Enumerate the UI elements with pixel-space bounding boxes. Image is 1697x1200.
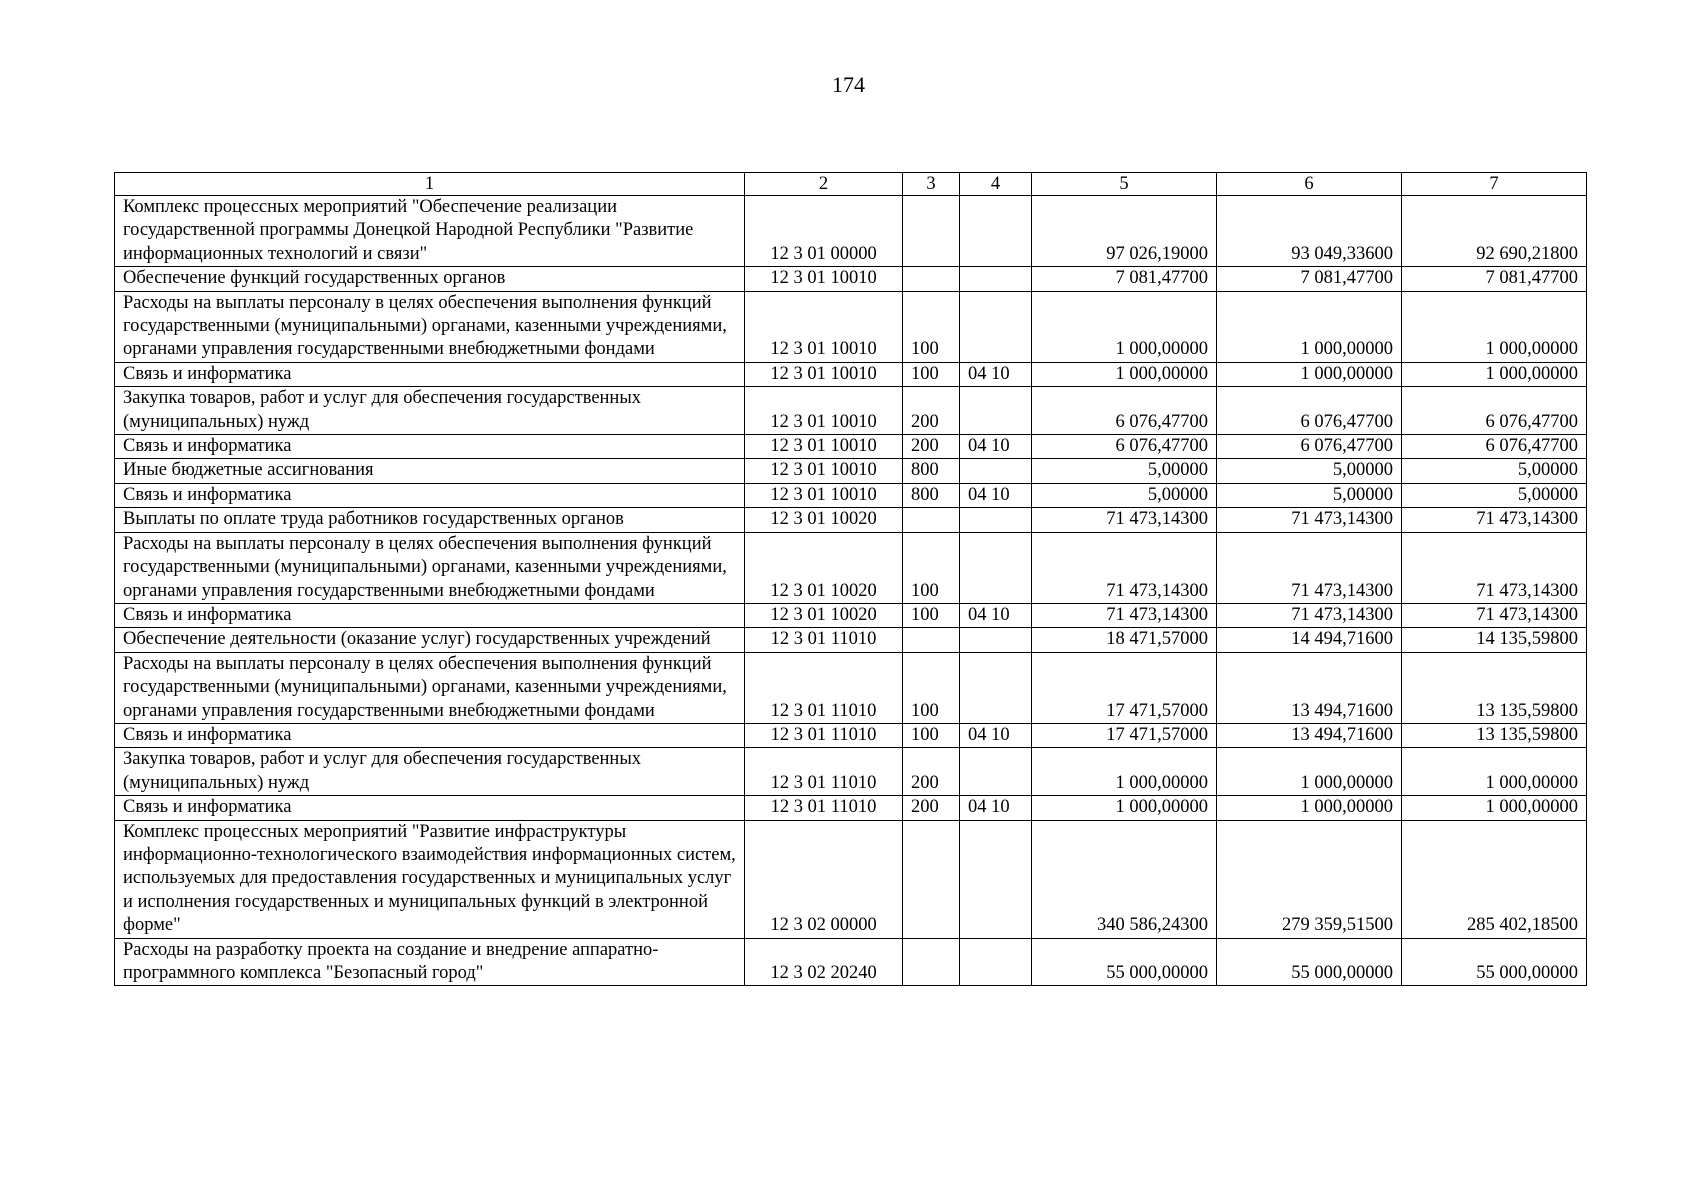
cell-amount-7: 1 000,00000: [1402, 796, 1587, 820]
cell-amount-7: 1 000,00000: [1402, 748, 1587, 796]
cell-amount-5: 18 471,57000: [1032, 628, 1217, 652]
cell-target-code: 12 3 01 11010: [745, 748, 903, 796]
cell-amount-7: 6 076,47700: [1402, 435, 1587, 459]
cell-amount-5: 71 473,14300: [1032, 508, 1217, 532]
column-header-target-code: 2: [745, 173, 903, 196]
cell-amount-7: 71 473,14300: [1402, 532, 1587, 603]
table-row: [115, 362, 1587, 386]
cell-target-code: 12 3 02 20240: [745, 938, 903, 986]
cell-target-code: 12 3 01 10020: [745, 603, 903, 627]
cell-target-code: 12 3 01 11010: [745, 652, 903, 723]
cell-section-code: 04 10: [960, 796, 1032, 820]
cell-amount-7: 71 473,14300: [1402, 508, 1587, 532]
cell-expense-type: 100: [903, 362, 960, 386]
table-row: [115, 508, 1587, 532]
cell-target-code: 12 3 01 10020: [745, 508, 903, 532]
cell-amount-7: 5,00000: [1402, 483, 1587, 507]
cell-amount-6: 5,00000: [1217, 483, 1402, 507]
cell-amount-6: 14 494,71600: [1217, 628, 1402, 652]
cell-section-code: [960, 628, 1032, 652]
cell-section-code: [960, 291, 1032, 362]
column-header-expense-type: 3: [903, 173, 960, 196]
table-row: [115, 267, 1587, 291]
cell-amount-6: 71 473,14300: [1217, 508, 1402, 532]
page-number: 174: [832, 72, 865, 97]
cell-target-code: 12 3 01 10010: [745, 459, 903, 483]
cell-amount-5: 17 471,57000: [1032, 723, 1217, 747]
cell-amount-6: 6 076,47700: [1217, 387, 1402, 435]
cell-amount-6: 1 000,00000: [1217, 362, 1402, 386]
column-header-amount-5: 5: [1032, 173, 1217, 196]
cell-amount-5: 55 000,00000: [1032, 938, 1217, 986]
table-body: [115, 196, 1587, 986]
cell-description: Выплаты по оплате труда работников государственных органов: [115, 508, 745, 532]
cell-amount-6: 93 049,33600: [1217, 196, 1402, 267]
cell-amount-6: 1 000,00000: [1217, 796, 1402, 820]
cell-expense-type: 200: [903, 435, 960, 459]
cell-amount-5: 7 081,47700: [1032, 267, 1217, 291]
cell-amount-6: 13 494,71600: [1217, 723, 1402, 747]
cell-expense-type: [903, 196, 960, 267]
cell-section-code: 04 10: [960, 435, 1032, 459]
cell-description: Обеспечение деятельности (оказание услуг) государственных учреждений: [115, 628, 745, 652]
cell-description: Расходы на выплаты персоналу в целях обеспечения выполнения функций государственными (муниципальными) органами, казенными учреждениями, органами управления государственными внебюджетными фондами: [115, 291, 745, 362]
cell-amount-6: 1 000,00000: [1217, 291, 1402, 362]
cell-amount-7: 13 135,59800: [1402, 652, 1587, 723]
column-header-amount-7: 7: [1402, 173, 1587, 196]
cell-amount-6: 5,00000: [1217, 459, 1402, 483]
cell-amount-5: 1 000,00000: [1032, 796, 1217, 820]
cell-section-code: [960, 532, 1032, 603]
cell-description: Связь и информатика: [115, 483, 745, 507]
table-row: [115, 820, 1587, 938]
cell-amount-5: 1 000,00000: [1032, 748, 1217, 796]
cell-description: Связь и информатика: [115, 435, 745, 459]
cell-amount-7: 5,00000: [1402, 459, 1587, 483]
cell-target-code: 12 3 01 10010: [745, 435, 903, 459]
cell-description: Иные бюджетные ассигнования: [115, 459, 745, 483]
cell-description: Связь и информатика: [115, 603, 745, 627]
cell-amount-6: 7 081,47700: [1217, 267, 1402, 291]
cell-section-code: [960, 508, 1032, 532]
cell-amount-5: 5,00000: [1032, 459, 1217, 483]
cell-expense-type: [903, 508, 960, 532]
cell-target-code: 12 3 01 11010: [745, 796, 903, 820]
cell-description: Связь и информатика: [115, 362, 745, 386]
table-row: [115, 603, 1587, 627]
cell-amount-5: 71 473,14300: [1032, 603, 1217, 627]
cell-amount-6: 279 359,51500: [1217, 820, 1402, 938]
cell-amount-7: 71 473,14300: [1402, 603, 1587, 627]
cell-amount-7: 13 135,59800: [1402, 723, 1587, 747]
table-row: [115, 723, 1587, 747]
cell-section-code: [960, 459, 1032, 483]
cell-expense-type: 100: [903, 532, 960, 603]
cell-description: Связь и информатика: [115, 723, 745, 747]
cell-expense-type: 200: [903, 796, 960, 820]
cell-amount-7: 1 000,00000: [1402, 291, 1587, 362]
cell-amount-5: 1 000,00000: [1032, 362, 1217, 386]
cell-expense-type: 200: [903, 387, 960, 435]
cell-expense-type: 100: [903, 291, 960, 362]
table-row: [115, 652, 1587, 723]
cell-section-code: 04 10: [960, 362, 1032, 386]
cell-amount-5: 6 076,47700: [1032, 387, 1217, 435]
budget-table: [114, 172, 1587, 986]
cell-target-code: 12 3 01 11010: [745, 723, 903, 747]
cell-expense-type: [903, 267, 960, 291]
cell-amount-7: 14 135,59800: [1402, 628, 1587, 652]
cell-description: Расходы на разработку проекта на создание и внедрение аппаратно-программного комплекса "Безопасный город": [115, 938, 745, 986]
cell-description: Комплекс процессных мероприятий "Развитие инфраструктуры информационно-технологического взаимодействия информационных систем, используемых для предоставления государственных и муниципальных услуг и исполнения государственных и муниципальных функций в электронной форме": [115, 820, 745, 938]
cell-target-code: 12 3 01 10010: [745, 362, 903, 386]
cell-description: Расходы на выплаты персоналу в целях обеспечения выполнения функций государственными (муниципальными) органами, казенными учреждениями, органами управления государственными внебюджетными фондами: [115, 652, 745, 723]
cell-target-code: 12 3 01 10010: [745, 267, 903, 291]
cell-target-code: 12 3 01 11010: [745, 628, 903, 652]
cell-expense-type: [903, 820, 960, 938]
cell-amount-6: 13 494,71600: [1217, 652, 1402, 723]
cell-description: Закупка товаров, работ и услуг для обеспечения государственных (муниципальных) нужд: [115, 748, 745, 796]
table-row: [115, 459, 1587, 483]
cell-amount-5: 6 076,47700: [1032, 435, 1217, 459]
cell-section-code: 04 10: [960, 483, 1032, 507]
cell-description: Обеспечение функций государственных органов: [115, 267, 745, 291]
table-row: [115, 532, 1587, 603]
cell-amount-7: 1 000,00000: [1402, 362, 1587, 386]
cell-target-code: 12 3 01 10010: [745, 387, 903, 435]
cell-amount-7: 7 081,47700: [1402, 267, 1587, 291]
cell-amount-7: 92 690,21800: [1402, 196, 1587, 267]
cell-expense-type: [903, 938, 960, 986]
cell-amount-6: 6 076,47700: [1217, 435, 1402, 459]
cell-section-code: [960, 748, 1032, 796]
cell-amount-7: 55 000,00000: [1402, 938, 1587, 986]
cell-section-code: [960, 820, 1032, 938]
cell-amount-5: 5,00000: [1032, 483, 1217, 507]
cell-target-code: 12 3 01 10010: [745, 291, 903, 362]
column-header-section-code: 4: [960, 173, 1032, 196]
cell-amount-6: 1 000,00000: [1217, 748, 1402, 796]
table-row: [115, 796, 1587, 820]
cell-target-code: 12 3 02 00000: [745, 820, 903, 938]
cell-expense-type: 100: [903, 652, 960, 723]
cell-description: Расходы на выплаты персоналу в целях обеспечения выполнения функций государственными (муниципальными) органами, казенными учреждениями, органами управления государственными внебюджетными фондами: [115, 532, 745, 603]
column-header-description: 1: [115, 173, 745, 196]
cell-section-code: 04 10: [960, 603, 1032, 627]
cell-amount-6: 71 473,14300: [1217, 603, 1402, 627]
table-row: [115, 435, 1587, 459]
cell-expense-type: 800: [903, 459, 960, 483]
cell-expense-type: 100: [903, 603, 960, 627]
cell-amount-5: 1 000,00000: [1032, 291, 1217, 362]
cell-description: Закупка товаров, работ и услуг для обеспечения государственных (муниципальных) нужд: [115, 387, 745, 435]
cell-target-code: 12 3 01 00000: [745, 196, 903, 267]
column-header-amount-6: 6: [1217, 173, 1402, 196]
cell-description: Комплекс процессных мероприятий "Обеспечение реализации государственной программы Донецкой Народной Республики "Развитие информационных технологий и связи": [115, 196, 745, 267]
header-row: [115, 173, 1587, 196]
cell-expense-type: 200: [903, 748, 960, 796]
cell-amount-5: 71 473,14300: [1032, 532, 1217, 603]
table-row: [115, 483, 1587, 507]
cell-description: Связь и информатика: [115, 796, 745, 820]
table-row: [115, 196, 1587, 267]
table-row: [115, 387, 1587, 435]
table-row: [115, 291, 1587, 362]
cell-expense-type: 100: [903, 723, 960, 747]
cell-target-code: 12 3 01 10020: [745, 532, 903, 603]
table-row: [115, 938, 1587, 986]
cell-amount-5: 340 586,24300: [1032, 820, 1217, 938]
cell-section-code: [960, 267, 1032, 291]
cell-amount-6: 55 000,00000: [1217, 938, 1402, 986]
cell-section-code: 04 10: [960, 723, 1032, 747]
cell-amount-5: 97 026,19000: [1032, 196, 1217, 267]
table-row: [115, 628, 1587, 652]
cell-section-code: [960, 196, 1032, 267]
cell-amount-6: 71 473,14300: [1217, 532, 1402, 603]
cell-target-code: 12 3 01 10010: [745, 483, 903, 507]
cell-expense-type: 800: [903, 483, 960, 507]
cell-section-code: [960, 387, 1032, 435]
table-row: [115, 748, 1587, 796]
cell-section-code: [960, 652, 1032, 723]
cell-expense-type: [903, 628, 960, 652]
cell-amount-7: 285 402,18500: [1402, 820, 1587, 938]
cell-section-code: [960, 938, 1032, 986]
cell-amount-7: 6 076,47700: [1402, 387, 1587, 435]
cell-amount-5: 17 471,57000: [1032, 652, 1217, 723]
